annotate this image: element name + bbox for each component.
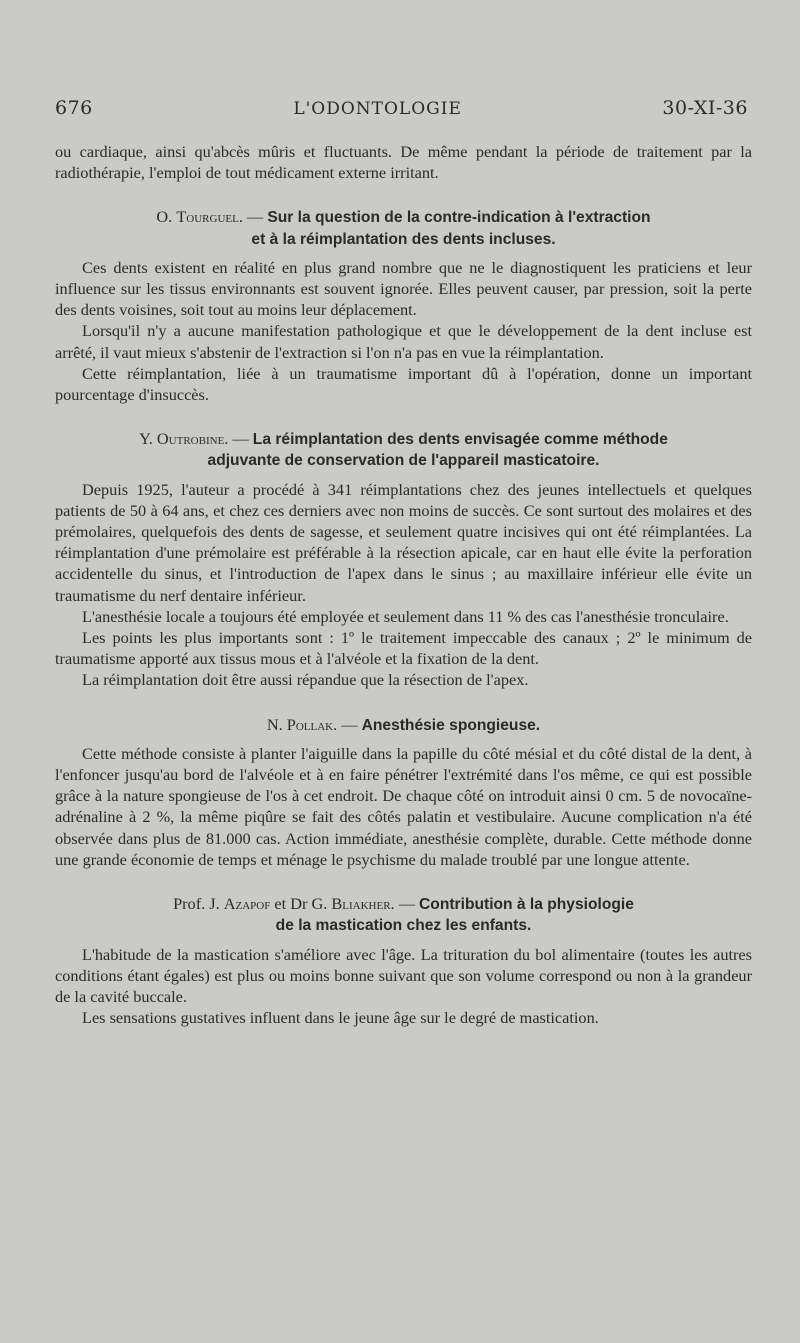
body-paragraph: Ces dents existent en réalité en plus grand nombre que ne le diagnostiquent les praticiens et leur influence sur les tissus environnants est souvent ignorée. Elles peuvent causer, par pression, soit la perte des dents voisines, soit tout au moins leur déplacement. [55,257,752,320]
author-name: Pollak [286,714,334,734]
heading-separator: . — [333,714,362,734]
author-name: Tourguel [176,207,239,227]
body-paragraph: Les points les plus importants sont : 1º le traitement impeccable des canaux ; 2º le minimum de traumatisme apporté aux tissus mous et à l'alvéole et la fixation de la dent. [55,628,752,669]
body-paragraph: La réimplantation doit être aussi répandue que la résection de l'apex. [82,670,529,690]
section-title-line1: La réimplantation des dents envisagée comme méthode [252,431,668,449]
section-heading [55,714,752,736]
author-prefix: Prof. J. [173,894,224,914]
author-name: Azapof [223,894,271,914]
section-title-line1: Contribution à la physiologie [419,896,634,914]
heading-separator: . — [224,429,253,449]
author-name-2: Bliakher [331,894,391,914]
author-prefix: O. [156,207,177,227]
section-title-line2: et à la réimplantation des dents incluses. [251,230,556,248]
journal-title: L'ODONTOLOGIE [293,99,462,119]
section-title-line2: adjuvante de conservation de l'appareil masticatoire. [207,452,600,470]
author-prefix: N. [266,714,287,734]
section-heading [55,428,752,471]
body-paragraph: L'anesthésie locale a toujours été employée et seulement dans 11 % des cas l'anesthésie tronculaire. [82,606,729,626]
body-paragraph: Cette réimplantation, liée à un traumatisme important dû à l'opération, donne un important pourcentage d'insuccès. [55,363,752,405]
section-heading [55,893,752,936]
section-heading [55,206,752,249]
section-title-line1: Sur la question de la contre-indication à l'extraction [267,209,651,227]
body-paragraph: Cette méthode consiste à planter l'aiguille dans la papille du côté mésial et du côté distal de la dent, à l'enfoncer jusqu'au bord de l'alvéole et à en faire pénétrer l'extrémité dans l'os même, ce qui est possible grâce à la nature spongieuse de l'os à cet endroit. De chaque côté on introduit ainsi 0 cm. 5 de novocaïne-adrénaline à 2 %, la même piqûre se fait des côtés palatin et vestibulaire. Aucune complication n'a été observée dans plus de 81.000 cas. Action immédiate, anesthésie complète, durable. Cette méthode donne une grande économie de temps et ménage le psychisme du malade troublé par une longue attente. [55,743,752,869]
author-prefix: Y. [139,429,157,449]
body-paragraph: Lorsqu'il n'y a aucune manifestation pathologique et que le développement de la dent incluse est arrêté, il vaut mieux s'abstenir de l'extraction si l'on n'a pas en vue la réimplantation. [55,321,752,362]
author-name: Outrobine [156,429,225,449]
intro-paragraph: ou cardiaque, ainsi qu'abcès mûris et fluctuants. De même pendant la période de traitement par la radiothérapie, l'emploi de tout médicament externe irritant. [55,142,752,183]
issue-date: 30-XI-36 [662,97,748,119]
heading-separator: et Dr G. [270,894,332,914]
body-paragraph: L'habitude de la mastication s'améliore avec l'âge. La trituration du bol alimentaire (toutes les autres conditions étant égales) est plus ou moins bonne suivant que son volume correspond ou non à la grandeur de la cavité buccale. [55,944,752,1006]
body-paragraph: Les sensations gustatives influent dans le jeune âge sur le degré de mastication. [82,1008,599,1028]
heading-separator: . — [238,207,268,227]
heading-separator-2: . — [390,894,420,914]
section-title-line1: Anesthésie spongieuse. [361,716,541,734]
body-paragraph: Depuis 1925, l'auteur a procédé à 341 réimplantations chez des jeunes intellectuels et quelques patients de 50 à 64 ans, et chez ces derniers avec non moins de succès. Ce sont surtout des molaires et des prémolaires, quelquefois des dents de sagesse, et seulement quatre incisives qui ont été réimplantées. La réimplantation d'une prémolaire est préférable à la résection apicale, car en haut elle évite la perforation accidentelle du sinus, et l'introduction de l'apex dans le sinus ; au maxillaire inférieur elle évite un traumatisme du nerf dentaire inférieur. [55,479,752,605]
section-title-line2: de la mastication chez les enfants. [275,917,532,935]
page-number: 676 [55,97,93,119]
running-header [55,97,752,119]
